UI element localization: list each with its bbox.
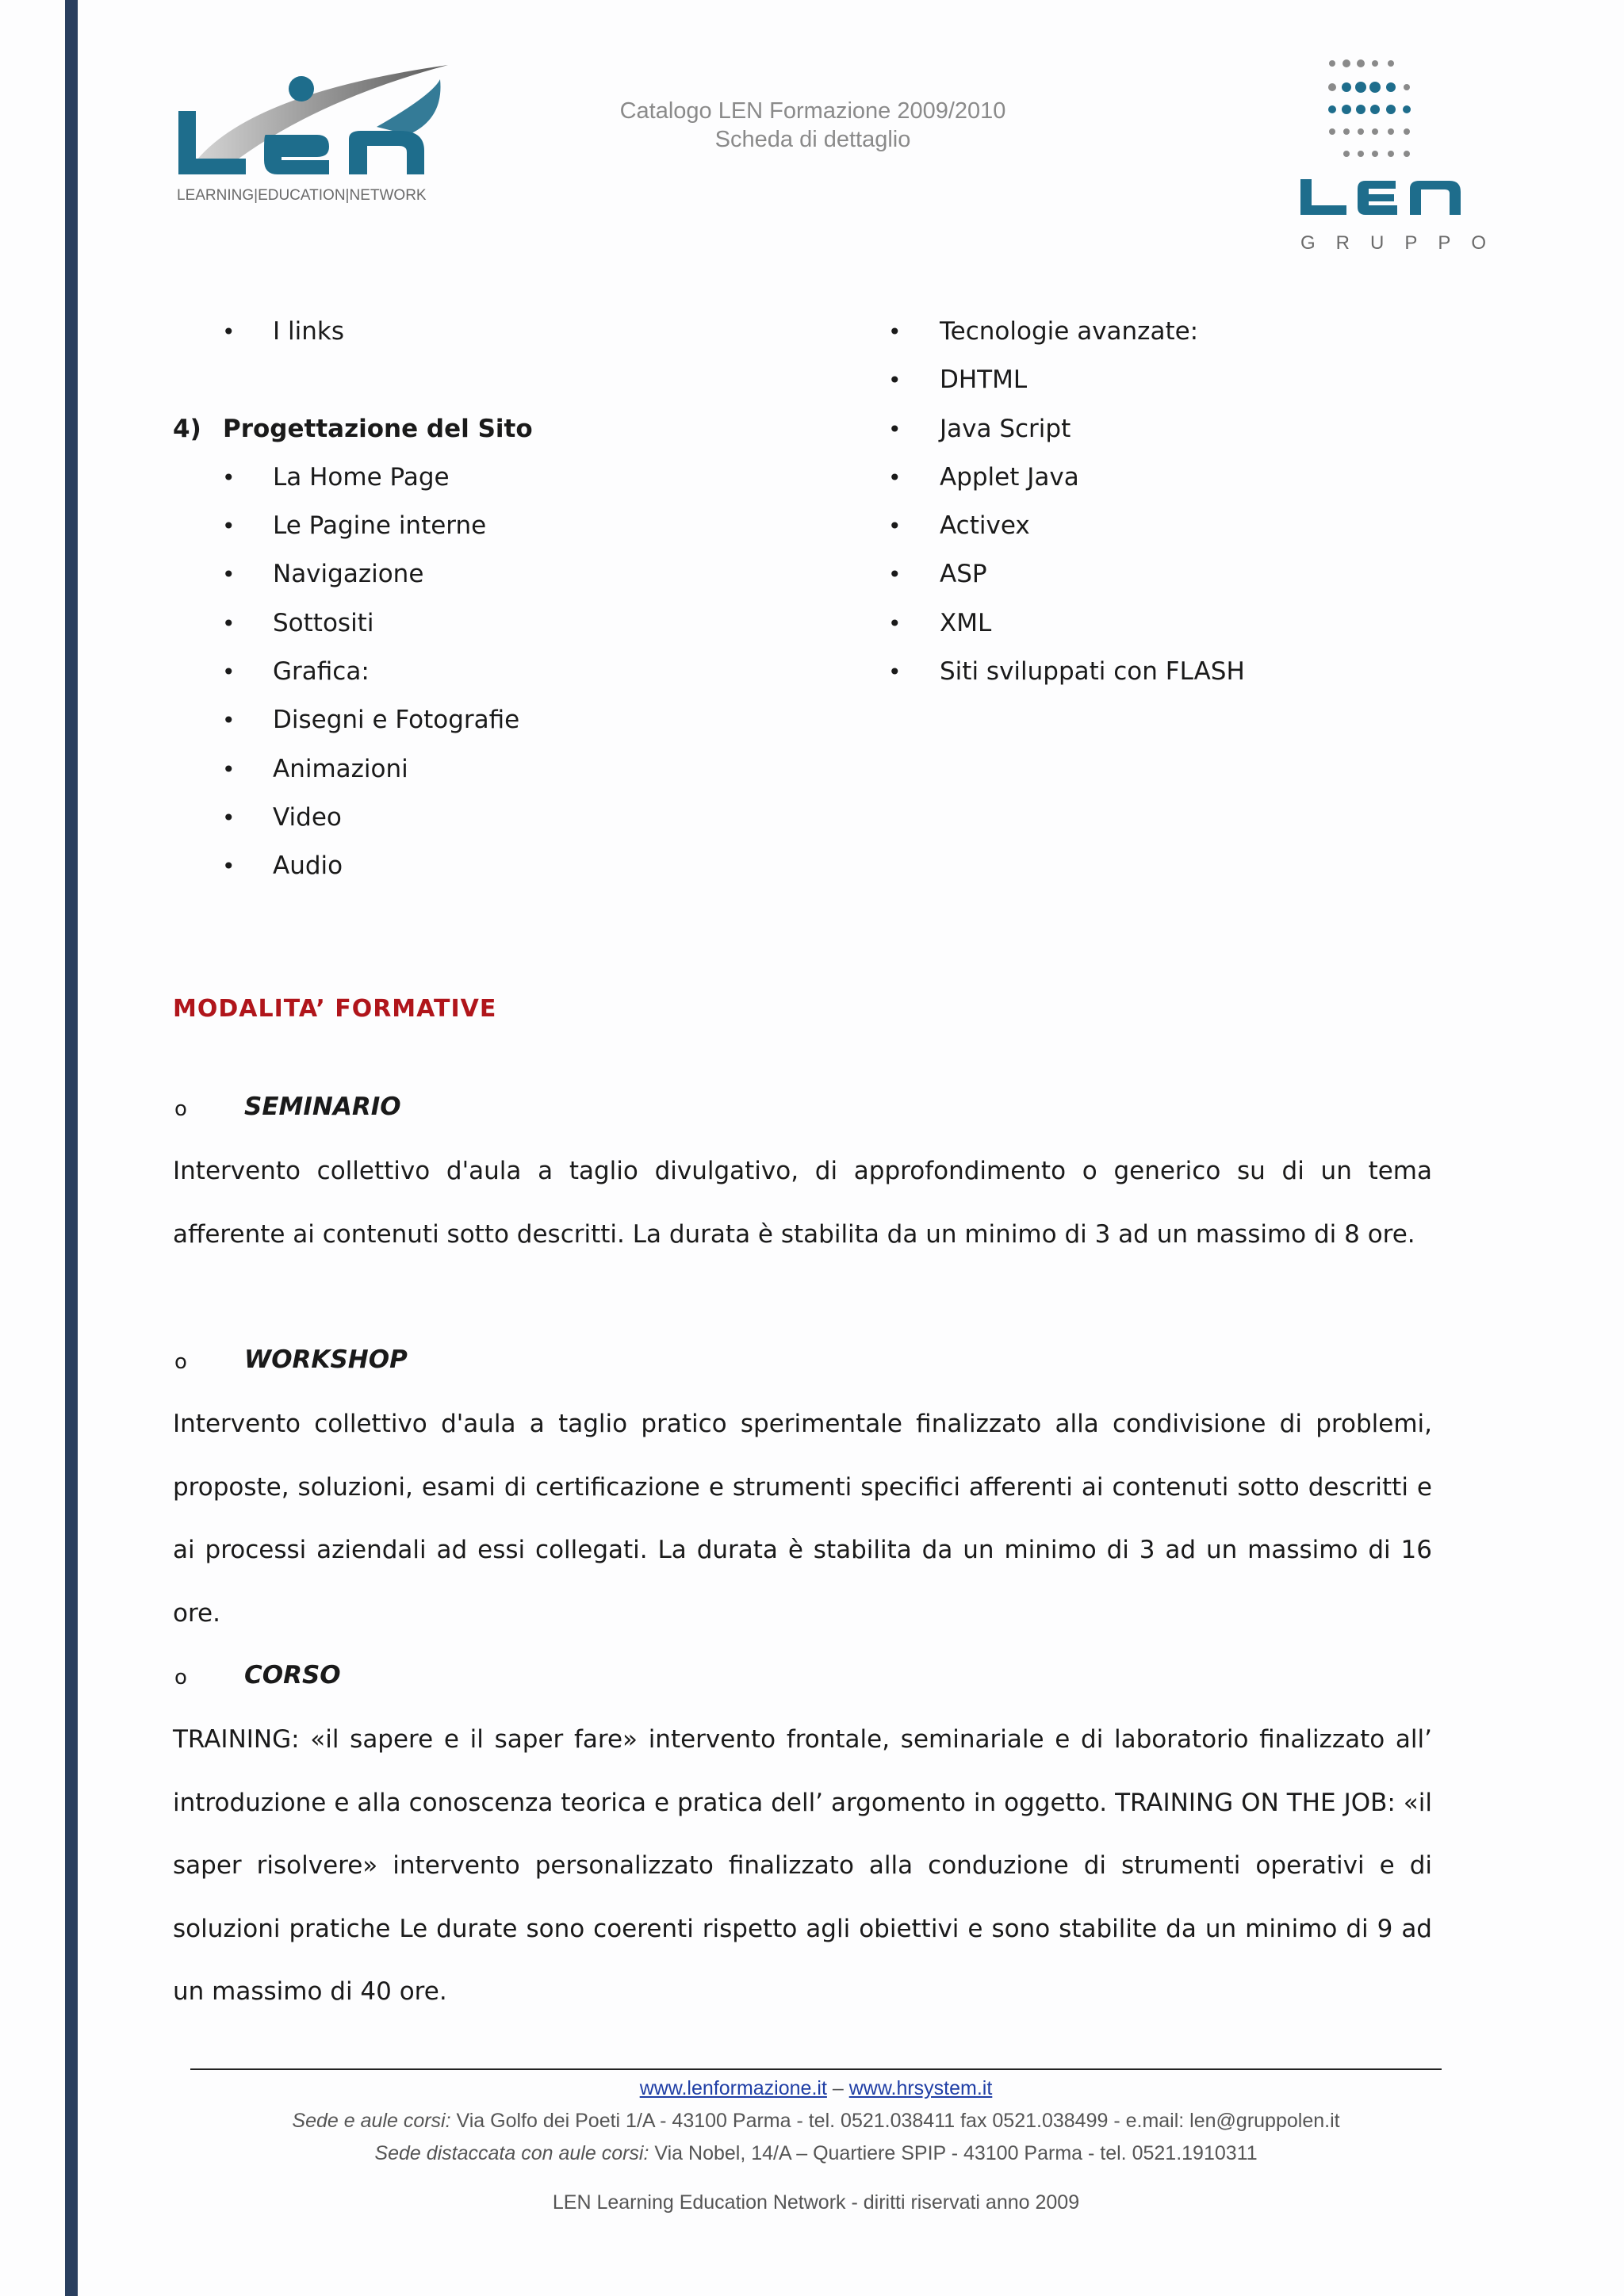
- bullet: •: [888, 659, 902, 686]
- bullet: •: [222, 804, 236, 831]
- hrsystem-link[interactable]: www.hrsystem.it: [848, 2077, 993, 2099]
- len-logo: [170, 63, 456, 206]
- bullet: •: [888, 561, 902, 588]
- list-item: • I links: [173, 308, 823, 356]
- bullet: •: [888, 610, 902, 637]
- section-number: 4): [173, 414, 201, 443]
- bullet: •: [888, 464, 902, 491]
- mode-workshop: [173, 1345, 1432, 1645]
- branch-label: Sede distaccata con aule corsi:: [374, 2142, 649, 2164]
- bullet: •: [222, 319, 236, 345]
- list-item: • DHTML: [888, 356, 1538, 404]
- mode-description: Intervento collettivo d'aula a taglio divulgativo, di approfondimento o generico su di un tema afferente ai contenuti sotto descritti. La durata è stabilita da un minimo di 3 ad un massimo di 8 ore.: [173, 1157, 1432, 1249]
- bullet: •: [222, 464, 236, 491]
- lenformazione-link[interactable]: www.lenformazione.it: [639, 2077, 827, 2099]
- address-text: Via Golfo dei Poeti 1/A - 43100 Parma - tel. 0521.038411 fax 0521.038499 - e.mail: len@gruppolen.it: [456, 2110, 1340, 2132]
- section-heading: [173, 405, 823, 453]
- bullet: •: [222, 707, 236, 734]
- left-topic-list: [173, 308, 823, 891]
- list-item: • Activex: [888, 502, 1538, 550]
- footer-divider: [190, 2068, 1442, 2070]
- len-gruppo-logo: [1293, 52, 1507, 258]
- left-border-bar: [65, 0, 78, 2296]
- mode-corso: [173, 1661, 1432, 2024]
- list-item: • Animazioni: [173, 745, 823, 794]
- link-separator: –: [832, 2077, 844, 2099]
- mode-seminario: [173, 1093, 1432, 1266]
- list-item: • Sottositi: [173, 599, 823, 648]
- section-title: Progettazione del Sito: [223, 414, 533, 443]
- mode-title: SEMINARIO: [244, 1093, 401, 1121]
- list-item: • La Home Page: [173, 453, 823, 502]
- bullet: •: [222, 756, 236, 783]
- bullet: •: [222, 853, 236, 880]
- catalog-subtitle: Scheda di dettaglio: [714, 127, 911, 152]
- bullet: •: [888, 367, 902, 394]
- catalog-title: Catalogo LEN Formazione 2009/2010: [619, 98, 1006, 124]
- branch-text: Via Nobel, 14/A – Quartiere SPIP - 43100 Parma - tel. 0521.1910311: [654, 2142, 1258, 2164]
- mode-description: Intervento collettivo d'aula a taglio pratico sperimentale finalizzato alla condivisione di problemi, proposte, soluzioni, esami di certificazione e strumenti specifici afferenti ai contenuti sotto descritti e ai processi aziendali ad essi collegati. La durata è stabilita da un minimo di 3 ad un massimo di 16 ore.: [173, 1410, 1432, 1628]
- bullet: •: [888, 319, 902, 345]
- bullet: •: [222, 610, 236, 637]
- bullet: •: [888, 415, 902, 442]
- list-item: • Tecnologie avanzate:: [888, 308, 1538, 356]
- footer-copyright: LEN Learning Education Network - diritti riservati anno 2009: [552, 2191, 1080, 2214]
- right-topic-list: [888, 308, 1538, 696]
- list-spacer: [173, 356, 823, 404]
- list-item: • ASP: [888, 550, 1538, 599]
- list-item: • Siti sviluppati con FLASH: [888, 648, 1538, 696]
- list-item: • Navigazione: [173, 550, 823, 599]
- circle-bullet: o: [174, 1666, 187, 1689]
- bullet: •: [222, 561, 236, 588]
- list-item: • Java Script: [888, 405, 1538, 453]
- len-gruppo-caption: GRUPPO: [1300, 232, 1507, 254]
- footer-links: [190, 2077, 1442, 2100]
- bullet: •: [888, 513, 902, 540]
- footer-address-branch: [190, 2142, 1442, 2165]
- list-item: • Applet Java: [888, 453, 1538, 502]
- circle-bullet: o: [174, 1097, 187, 1121]
- bullet: •: [222, 513, 236, 540]
- circle-bullet: o: [174, 1350, 187, 1374]
- list-item: • Audio: [173, 842, 823, 890]
- list-item: • Le Pagine interne: [173, 502, 823, 550]
- list-item: • Disegni e Fotografie: [173, 696, 823, 744]
- modalita-formative-heading: MODALITA’ FORMATIVE: [173, 995, 497, 1023]
- footer-address-main: [190, 2110, 1442, 2133]
- mode-title: WORKSHOP: [244, 1345, 408, 1374]
- address-label: Sede e aule corsi:: [292, 2110, 451, 2132]
- len-logo-caption: LEARNING|EDUCATION|NETWORK: [177, 187, 427, 204]
- list-item: • XML: [888, 599, 1538, 648]
- mode-title: CORSO: [244, 1661, 341, 1689]
- bullet: •: [222, 659, 236, 686]
- page-header: [555, 97, 1071, 154]
- list-item: • Video: [173, 794, 823, 842]
- list-item: • Grafica:: [173, 648, 823, 696]
- mode-description: TRAINING: «il sapere e il saper fare» intervento frontale, seminariale e di laboratorio finalizzato all’ introduzione e alla conoscenza teorica e pratica dell’ argomento in oggetto. TRAINING ON THE JOB: «il saper risolvere» intervento personalizzato finalizzato alla conduzione di strumenti operativi e di soluzioni pratiche Le durate sono coerenti rispetto agli obiettivi e sono stabilite da un minimo di 9 ad un massimo di 40 ore.: [173, 1725, 1432, 2006]
